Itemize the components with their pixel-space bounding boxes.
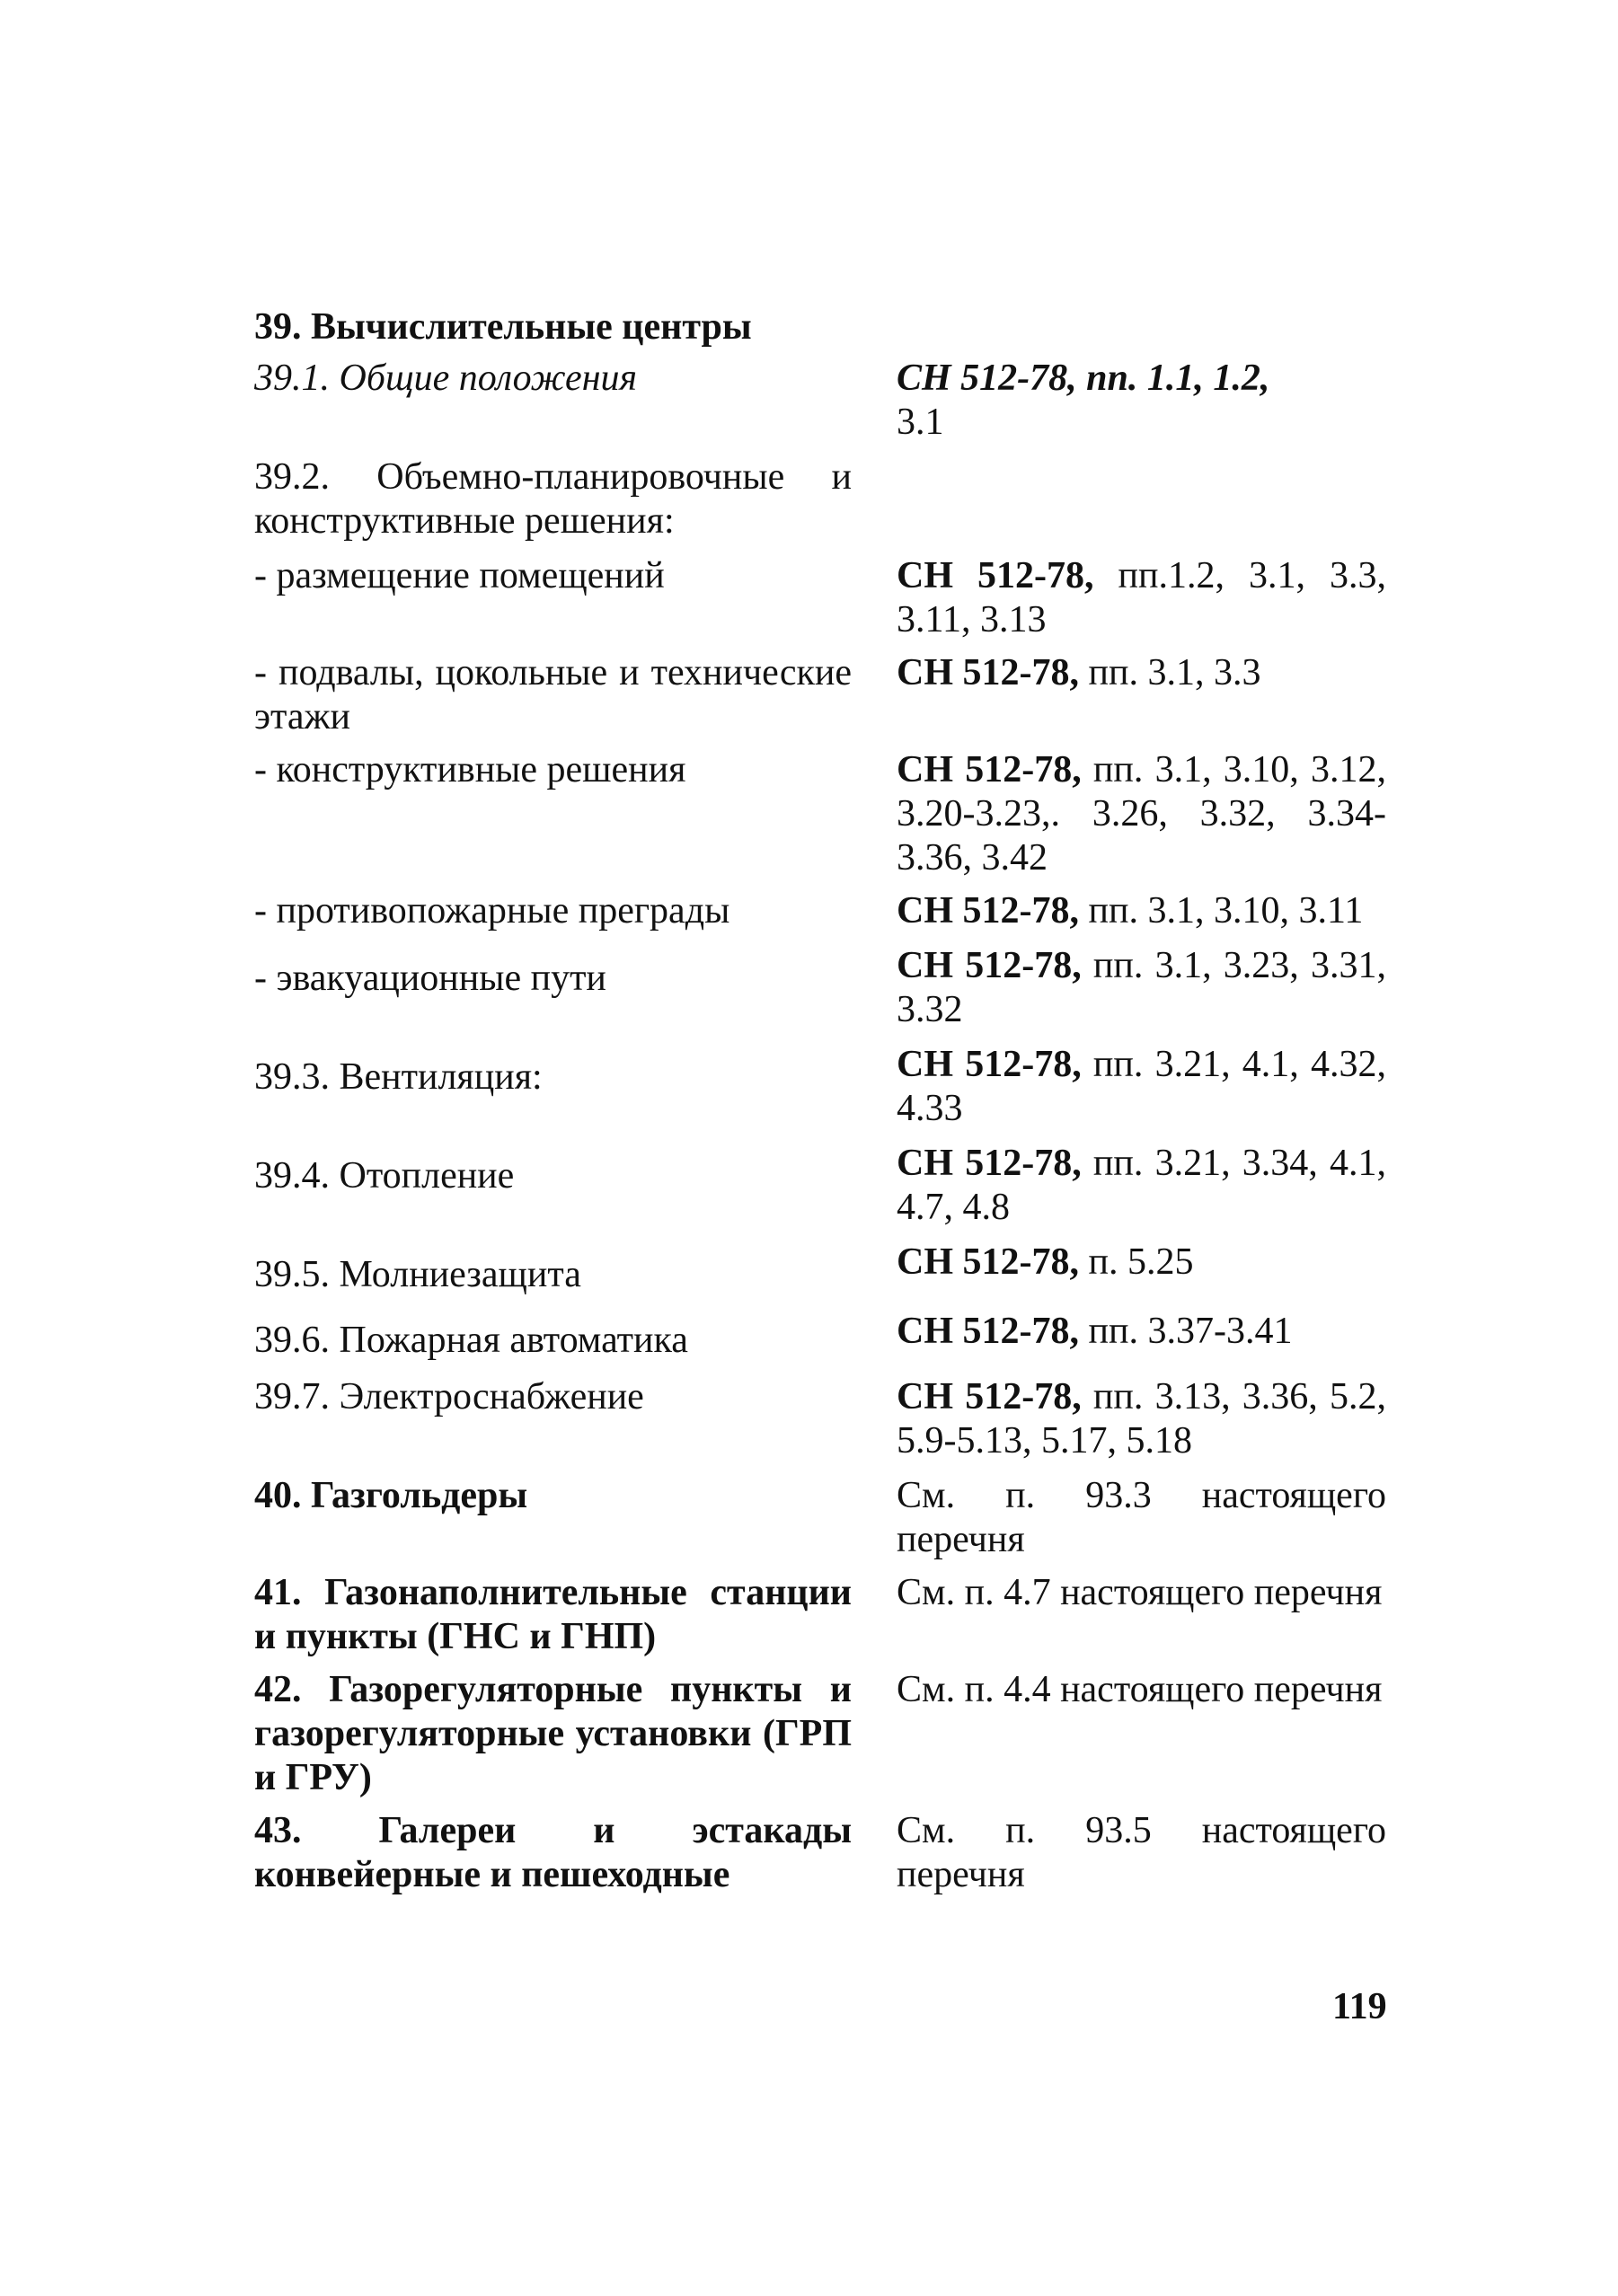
item-label: 42. Газорегуляторные пункты и газорегуляторные установки (ГРП и ГРУ)	[254, 1669, 852, 1798]
reference-points: пп. 3.1, 3.10, 3.11	[1079, 890, 1364, 932]
list-item	[254, 1142, 1386, 1230]
item-reference	[897, 1375, 1386, 1463]
reference-code: СН 512-78, пп. 1.1, 1.2,	[897, 358, 1270, 399]
item-label: 39.1. Общие положения	[254, 358, 638, 399]
item-reference	[897, 554, 1386, 642]
list-item	[254, 1571, 1386, 1659]
item-label: - эвакуационные пути	[254, 958, 606, 999]
item-label: 41. Газонаполнительные станции и пункты (ГНС и ГНП)	[254, 1572, 852, 1657]
item-reference	[897, 1310, 1386, 1354]
list-item	[254, 1474, 1386, 1562]
item-reference: См. п. 4.4 настоящего перечня	[897, 1669, 1383, 1710]
list-item	[254, 1809, 1386, 1897]
item-reference	[897, 357, 1386, 445]
reference-code: СН 512-78,	[897, 1241, 1079, 1283]
reference-points: п. 5.25	[1079, 1241, 1194, 1283]
item-label: - размещение помещений	[254, 555, 665, 596]
reference-code: СН 512-78,	[897, 1311, 1079, 1352]
reference-code: СН 512-78,	[897, 1143, 1082, 1184]
item-label: 39.4. Отопление	[254, 1155, 515, 1197]
list-item	[254, 1668, 1386, 1800]
list-item	[254, 357, 1386, 445]
reference-points: пп. 3.13, 3.36, 5.2, 5.9-5.13, 5.17, 5.18	[897, 1376, 1386, 1461]
list-item	[254, 1043, 1386, 1131]
list-item	[254, 889, 1386, 933]
item-label: - конструктивные решения	[254, 749, 686, 790]
item-label: 43. Галереи и эстакады конвейерные и пешеходные	[254, 1810, 852, 1895]
reference-code: СН 512-78,	[897, 945, 1082, 986]
item-reference	[897, 1043, 1386, 1131]
list-item	[254, 748, 1386, 880]
list-item	[254, 1310, 1386, 1363]
reference-points: пп.1.2, 3.1, 3.3, 3.11, 3.13	[897, 555, 1386, 640]
item-label: 39.5. Молниезащита	[254, 1254, 581, 1295]
reference-points: пп. 3.1, 3.3	[1079, 652, 1261, 693]
item-reference: См. п. 93.3 настоящего перечня	[897, 1475, 1386, 1560]
reference-points: пп. 3.21, 3.34, 4.1, 4.7, 4.8	[897, 1143, 1386, 1228]
item-reference	[897, 1142, 1386, 1230]
section-title: 39. Вычислительные центры	[254, 306, 752, 348]
item-reference	[897, 1241, 1386, 1285]
item-label: 39.6. Пожарная автоматика	[254, 1320, 688, 1361]
reference-points: пп. 3.21, 4.1, 4.32, 4.33	[897, 1044, 1386, 1129]
item-label: 39.7. Электроснабжение	[254, 1376, 644, 1417]
reference-points: пп. 3.1, 3.10, 3.12, 3.20-3.23,. 3.26, 3.32, 3.34-3.36, 3.42	[897, 749, 1386, 879]
item-label: 39.2. Объемно-планировочные и конструктивные решения:	[254, 456, 852, 542]
item-label: - противопожарные преграды	[254, 890, 730, 932]
reference-code: СН 512-78,	[897, 1376, 1082, 1417]
list-item	[254, 944, 1386, 1032]
page-number: 119	[1332, 1986, 1387, 2027]
item-reference	[897, 944, 1386, 1032]
reference-code: СН 512-78,	[897, 652, 1079, 693]
item-reference	[897, 651, 1386, 695]
reference-points: пп. 3.1, 3.23, 3.31, 3.32	[897, 945, 1386, 1030]
reference-code: СН 512-78,	[897, 890, 1079, 932]
content-area	[254, 305, 1386, 1897]
list-item	[254, 1375, 1386, 1463]
reference-code: СН 512-78,	[897, 555, 1094, 596]
item-label: 39.3. Вентиляция:	[254, 1056, 543, 1098]
item-label: - подвалы, цокольные и технические этажи	[254, 652, 852, 737]
list-item	[254, 1241, 1386, 1297]
list-item	[254, 554, 1386, 642]
item-label: 40. Газгольдеры	[254, 1475, 528, 1516]
item-reference: См. п. 93.5 настоящего перечня	[897, 1810, 1386, 1895]
item-reference	[897, 889, 1386, 933]
reference-points: 3.1	[897, 402, 944, 443]
list-item	[254, 455, 1386, 543]
reference-code: СН 512-78,	[897, 749, 1082, 790]
list-item	[254, 651, 1386, 739]
reference-points: пп. 3.37-3.41	[1079, 1311, 1293, 1352]
item-reference: См. п. 4.7 настоящего перечня	[897, 1572, 1383, 1613]
item-reference	[897, 748, 1386, 880]
reference-code: СН 512-78,	[897, 1044, 1082, 1085]
